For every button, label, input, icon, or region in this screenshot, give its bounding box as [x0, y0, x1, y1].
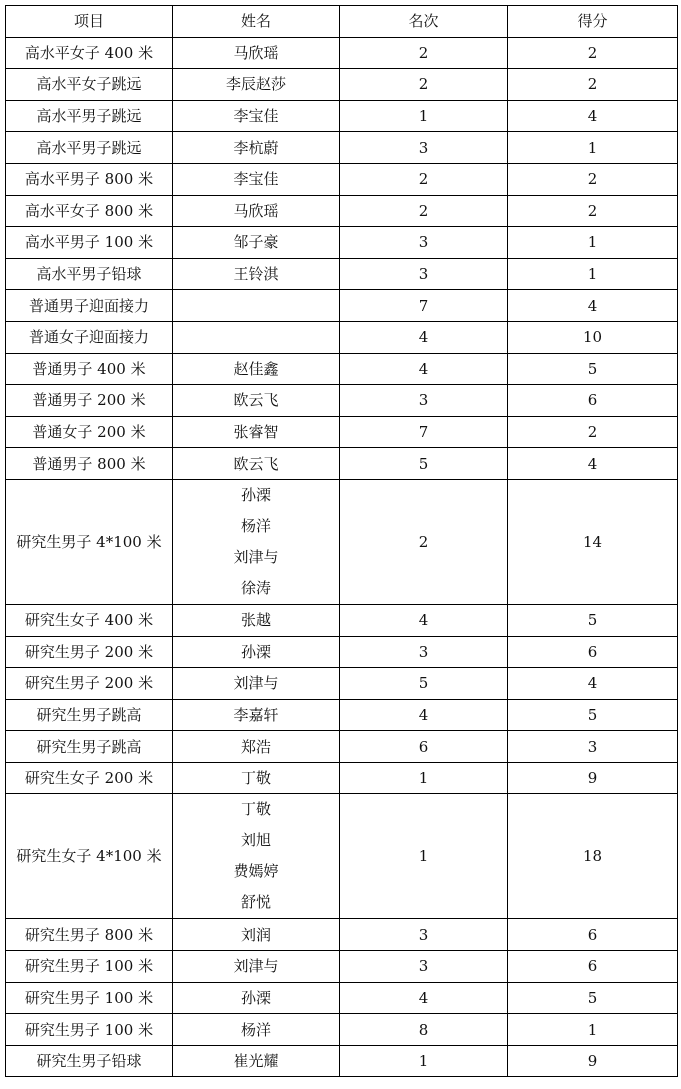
event-cell: 普通女子 200 米: [6, 416, 173, 448]
table-row: [6, 227, 678, 259]
rank-cell: 4: [340, 321, 508, 353]
team-member-name: 丁敬: [240, 800, 271, 819]
name-cell: 张越: [173, 604, 340, 636]
team-member-name: 费嫣婷: [233, 862, 279, 881]
rank-cell: 3: [340, 227, 508, 259]
score-cell: 4: [508, 668, 678, 700]
table-row: [6, 385, 678, 417]
event-cell: 研究生男子跳高: [6, 699, 173, 731]
event-cell: 研究生男子铅球: [6, 1045, 173, 1077]
results-table: [5, 5, 678, 1077]
table-row: [6, 195, 678, 227]
table-row: [6, 100, 678, 132]
table-row: [6, 1045, 678, 1077]
rank-cell: 7: [340, 290, 508, 322]
table-row: [6, 951, 678, 983]
name-cell: 刘津与: [173, 951, 340, 983]
rank-cell: 3: [340, 132, 508, 164]
name-cell: 丁敬: [173, 762, 340, 794]
name-cell: 李辰赵莎: [173, 69, 340, 101]
event-cell: 高水平男子跳远: [6, 100, 173, 132]
score-cell: 5: [508, 353, 678, 385]
event-cell: 研究生男子 800 米: [6, 919, 173, 951]
name-cell: [173, 290, 340, 322]
rank-cell: 5: [340, 448, 508, 480]
header-score: 得分: [508, 6, 678, 38]
table-row: [6, 479, 678, 604]
score-cell: 4: [508, 448, 678, 480]
score-cell: 14: [508, 479, 678, 604]
rank-cell: 2: [340, 195, 508, 227]
score-cell: 9: [508, 762, 678, 794]
table-row: [6, 982, 678, 1014]
name-cell: 邹子豪: [173, 227, 340, 259]
rank-cell: 1: [340, 762, 508, 794]
table-row: [6, 321, 678, 353]
rank-cell: 2: [340, 163, 508, 195]
table-row: [6, 731, 678, 763]
table-row: [6, 290, 678, 322]
event-cell: 高水平女子跳远: [6, 69, 173, 101]
team-member-name: 刘津与: [233, 547, 279, 566]
event-cell: 普通男子 400 米: [6, 353, 173, 385]
score-cell: 2: [508, 163, 678, 195]
table-row: [6, 353, 678, 385]
name-cell: 李宝佳: [173, 100, 340, 132]
table-row: [6, 163, 678, 195]
team-member-name: 刘旭: [240, 831, 271, 850]
name-cell: 郑浩: [173, 731, 340, 763]
team-member-name: 徐涛: [240, 578, 271, 597]
score-cell: 6: [508, 951, 678, 983]
team-member-name: 舒悦: [240, 893, 271, 912]
name-cell: 李嘉轩: [173, 699, 340, 731]
event-cell: 研究生男子 4*100 米: [6, 479, 173, 604]
score-cell: 1: [508, 132, 678, 164]
header-name: 姓名: [173, 6, 340, 38]
name-cell: 刘润: [173, 919, 340, 951]
score-cell: 6: [508, 636, 678, 668]
score-cell: 2: [508, 195, 678, 227]
rank-cell: 4: [340, 699, 508, 731]
rank-cell: 1: [340, 100, 508, 132]
rank-cell: 3: [340, 385, 508, 417]
table-row: [6, 416, 678, 448]
team-member-name: 杨洋: [240, 516, 271, 535]
event-cell: 高水平男子 800 米: [6, 163, 173, 195]
name-cell: [173, 794, 340, 919]
score-cell: 2: [508, 37, 678, 69]
event-cell: 高水平女子 800 米: [6, 195, 173, 227]
event-cell: 高水平男子 100 米: [6, 227, 173, 259]
rank-cell: 2: [340, 69, 508, 101]
name-cell: 崔光耀: [173, 1045, 340, 1077]
event-cell: 研究生男子 100 米: [6, 982, 173, 1014]
score-cell: 1: [508, 227, 678, 259]
name-cell: 马欣瑶: [173, 37, 340, 69]
event-cell: 研究生女子 4*100 米: [6, 794, 173, 919]
rank-cell: 4: [340, 353, 508, 385]
score-cell: 3: [508, 731, 678, 763]
rank-cell: 3: [340, 636, 508, 668]
rank-cell: 8: [340, 1014, 508, 1046]
name-cell: 张睿智: [173, 416, 340, 448]
rank-cell: 3: [340, 919, 508, 951]
rank-cell: 4: [340, 604, 508, 636]
rank-cell: 3: [340, 951, 508, 983]
name-cell: 孙溧: [173, 636, 340, 668]
score-cell: 6: [508, 919, 678, 951]
name-cell: [173, 479, 340, 604]
table-row: [6, 668, 678, 700]
event-cell: 研究生男子 200 米: [6, 668, 173, 700]
table-row: [6, 69, 678, 101]
event-cell: 普通男子 800 米: [6, 448, 173, 480]
table-row: [6, 794, 678, 919]
score-cell: 1: [508, 258, 678, 290]
name-cell: 刘津与: [173, 668, 340, 700]
rank-cell: 2: [340, 479, 508, 604]
name-cell: 孙溧: [173, 982, 340, 1014]
table-row: [6, 132, 678, 164]
score-cell: 2: [508, 416, 678, 448]
rank-cell: 1: [340, 794, 508, 919]
score-cell: 9: [508, 1045, 678, 1077]
rank-cell: 6: [340, 731, 508, 763]
event-cell: 研究生男子 100 米: [6, 1014, 173, 1046]
event-cell: 高水平女子 400 米: [6, 37, 173, 69]
score-cell: 1: [508, 1014, 678, 1046]
score-cell: 10: [508, 321, 678, 353]
score-cell: 18: [508, 794, 678, 919]
rank-cell: 5: [340, 668, 508, 700]
name-cell: 杨洋: [173, 1014, 340, 1046]
table-row: [6, 258, 678, 290]
table-body: [6, 37, 678, 1077]
header-rank: 名次: [340, 6, 508, 38]
rank-cell: 1: [340, 1045, 508, 1077]
table-row: [6, 919, 678, 951]
table-row: [6, 636, 678, 668]
event-cell: 普通女子迎面接力: [6, 321, 173, 353]
name-cell: [173, 321, 340, 353]
event-cell: 研究生男子 200 米: [6, 636, 173, 668]
name-cell: 李宝佳: [173, 163, 340, 195]
name-cell: 马欣瑶: [173, 195, 340, 227]
event-cell: 研究生男子 100 米: [6, 951, 173, 983]
event-cell: 研究生女子 200 米: [6, 762, 173, 794]
event-cell: 高水平男子跳远: [6, 132, 173, 164]
table-row: [6, 604, 678, 636]
rank-cell: 3: [340, 258, 508, 290]
event-cell: 普通男子 200 米: [6, 385, 173, 417]
table-row: [6, 37, 678, 69]
team-member-name: 孙溧: [240, 485, 271, 504]
score-cell: 2: [508, 69, 678, 101]
name-cell: 欧云飞: [173, 448, 340, 480]
event-cell: 普通男子迎面接力: [6, 290, 173, 322]
event-cell: 研究生男子跳高: [6, 731, 173, 763]
score-cell: 5: [508, 982, 678, 1014]
table-row: [6, 762, 678, 794]
score-cell: 5: [508, 699, 678, 731]
header-event: 项目: [6, 6, 173, 38]
header-row: [6, 6, 678, 38]
table-row: [6, 448, 678, 480]
table-row: [6, 699, 678, 731]
name-cell: 赵佳鑫: [173, 353, 340, 385]
rank-cell: 4: [340, 982, 508, 1014]
event-cell: 高水平男子铅球: [6, 258, 173, 290]
score-cell: 5: [508, 604, 678, 636]
name-cell: 李杭蔚: [173, 132, 340, 164]
name-cell: 王铃淇: [173, 258, 340, 290]
rank-cell: 7: [340, 416, 508, 448]
score-cell: 4: [508, 290, 678, 322]
name-cell: 欧云飞: [173, 385, 340, 417]
score-cell: 4: [508, 100, 678, 132]
score-cell: 6: [508, 385, 678, 417]
event-cell: 研究生女子 400 米: [6, 604, 173, 636]
rank-cell: 2: [340, 37, 508, 69]
table-row: [6, 1014, 678, 1046]
